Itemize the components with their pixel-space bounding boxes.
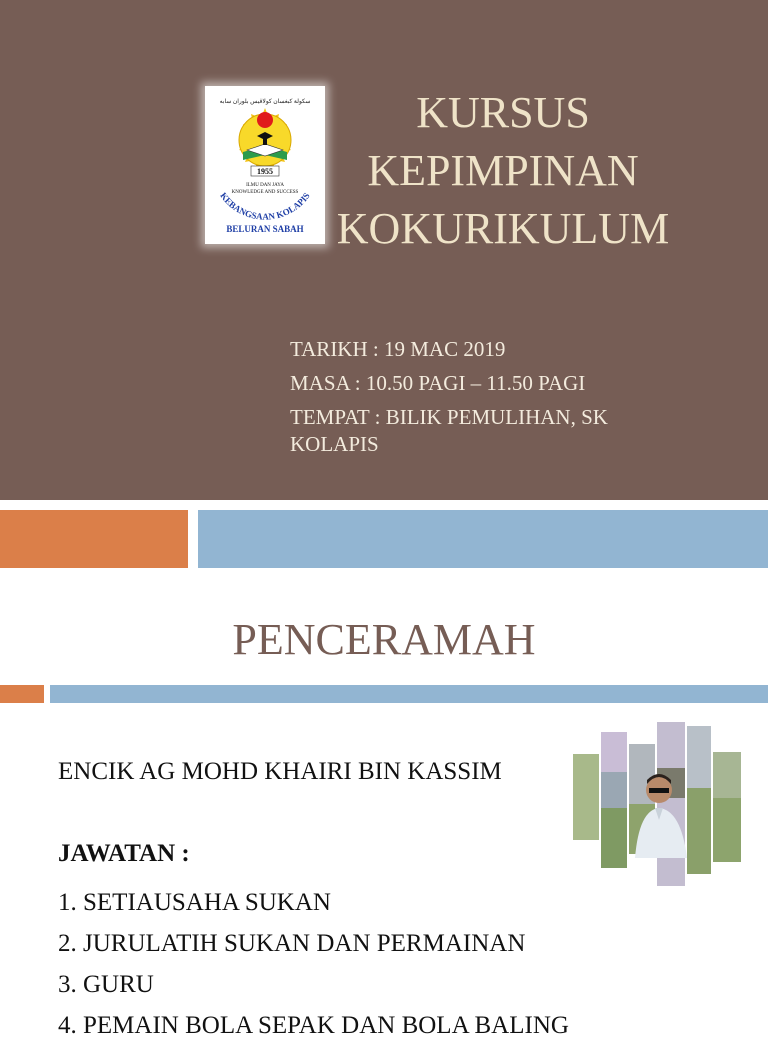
- positions-list: [58, 882, 569, 1046]
- logo-top-text: سكولة كبغسان كولاڤيس بلوران سابه: [219, 99, 311, 105]
- logo-motto-malay: ILMU DAN JAYA: [246, 183, 284, 188]
- event-date: TARIKH : 19 MAC 2019: [290, 337, 506, 361]
- speaker-photo: [563, 708, 753, 894]
- orange-divider: [0, 685, 44, 703]
- list-item: 3. GURU: [58, 971, 154, 998]
- event-time: MASA : 10.50 PAGI – 11.50 PAGI: [290, 371, 586, 395]
- logo-bottom-text: BELURAN SABAH: [226, 224, 304, 234]
- title-line-2: KEPIMPINAN: [367, 146, 639, 195]
- logo-ribbon-text: KEBANGSAAN KOLAPIS: [218, 190, 312, 222]
- speaker-name: ENCIK AG MOHD KHAIRI BIN KASSIM: [58, 758, 502, 785]
- event-info: [290, 336, 690, 465]
- title-slide: [0, 0, 768, 500]
- blue-accent-bar: [198, 510, 768, 568]
- logo-year: 1955: [257, 167, 273, 176]
- blue-divider: [50, 685, 768, 703]
- title-line-1: KURSUS: [416, 88, 590, 137]
- logo-motto: KNOWLEDGE AND SUCCESS: [231, 190, 299, 195]
- slide-title: [318, 84, 688, 258]
- list-item: 2. JURULATIH SUKAN DAN PERMAINAN: [58, 930, 526, 957]
- title-line-3: KOKURIKULUM: [336, 204, 670, 253]
- school-crest-icon: [205, 86, 325, 244]
- event-venue: TEMPAT : BILIK PEMULIHAN, SK KOLAPIS: [290, 405, 608, 456]
- positions-label: JAWATAN :: [58, 840, 190, 867]
- slide-heading: PENCERAMAH: [232, 615, 536, 664]
- list-item: 1. SETIAUSAHA SUKAN: [58, 889, 331, 916]
- list-item: 4. PEMAIN BOLA SEPAK DAN BOLA BALING: [58, 1012, 569, 1039]
- orange-accent-bar: [0, 510, 188, 568]
